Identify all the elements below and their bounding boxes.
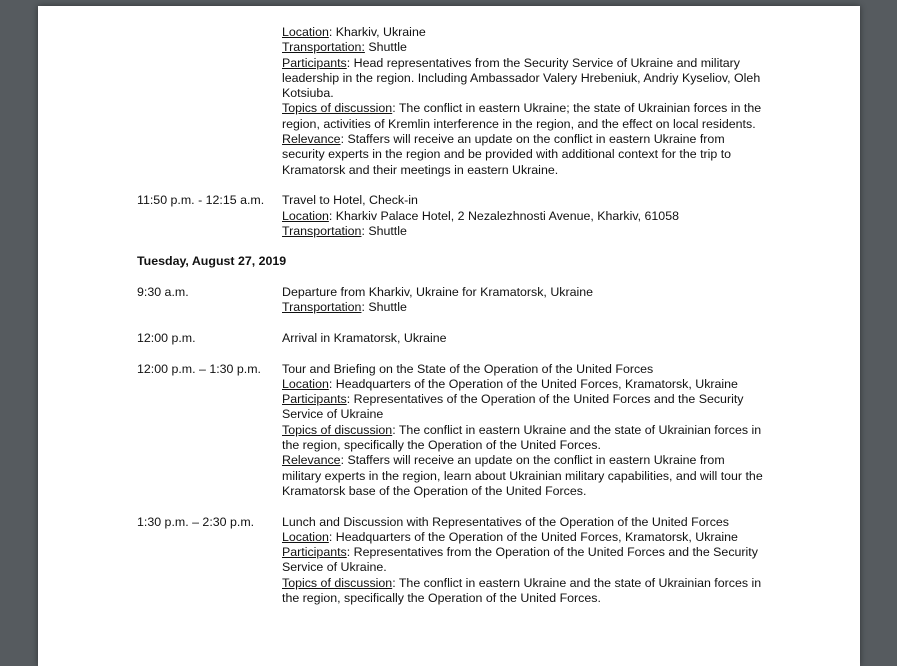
relevance-value: : Staffers will receive an update on the conflict in eastern Ukraine from security experts in the region and be provided with additional context for the trip to Kramatorsk and their meetings in eastern Ukraine. <box>282 132 732 177</box>
event-title: Travel to Hotel, Check-in <box>282 193 418 208</box>
topics-value: : The conflict in eastern Ukraine and the state of Ukrainian forces in the region, specifically the Operation of the United Forces. <box>282 422 762 453</box>
event-title: Arrival in Kramatorsk, Ukraine <box>282 330 447 345</box>
participants-value: : Representatives from the Operation of the United Forces and the Security Service of Ukraine. <box>282 545 758 575</box>
document-page <box>38 6 860 666</box>
event-title: Tour and Briefing on the State of the Operation of the United Forces <box>282 361 654 376</box>
event-hotel-checkin <box>137 193 860 239</box>
topics-label: Topics of discussion <box>282 101 393 116</box>
transportation-value: Shuttle <box>364 40 407 55</box>
location-label: Location <box>282 376 329 391</box>
relevance-label: Relevance <box>282 453 341 468</box>
participants-value: : Representatives of the Operation of the United Forces and the Security Service of Ukraine <box>282 392 744 422</box>
event-title: Lunch and Discussion with Representatives of the Operation of the United Forces <box>282 514 729 529</box>
location-label: Location <box>282 25 329 39</box>
location-value: : Headquarters of the Operation of the United Forces, Kramatorsk, Ukraine <box>328 529 738 544</box>
event-time: 1:30 p.m. – 2:30 p.m. <box>137 514 255 529</box>
event-details <box>282 193 764 239</box>
event-time: 12:00 p.m. <box>137 330 196 345</box>
relevance-label: Relevance <box>282 132 341 147</box>
topics-line <box>282 101 764 132</box>
event-time: 9:30 a.m. <box>137 285 189 300</box>
location-line <box>282 377 764 392</box>
event-title: Departure from Kharkiv, Ukraine for Kramatorsk, Ukraine <box>282 285 594 300</box>
location-label: Location <box>282 208 329 223</box>
location-value: : Headquarters of the Operation of the United Forces, Kramatorsk, Ukraine <box>328 376 738 391</box>
participants-line <box>282 545 764 576</box>
participants-label: Participants <box>282 545 347 560</box>
location-line <box>282 25 764 40</box>
event-tour-briefing <box>137 362 860 500</box>
event-details <box>282 362 764 500</box>
day-heading: Tuesday, August 27, 2019 <box>137 254 287 269</box>
relevance-line <box>282 132 764 178</box>
relevance-line <box>282 453 764 499</box>
topics-value: : The conflict in eastern Ukraine; the state of Ukrainian forces in the region, activities of Kremlin interference in the region, and the effect on local residents. <box>282 101 762 131</box>
event-time: 11:50 p.m. - 12:15 a.m. <box>137 193 265 208</box>
transportation-line <box>282 224 764 239</box>
participants-label: Participants <box>282 392 347 407</box>
transportation-value: : Shuttle <box>361 223 407 238</box>
participants-value: : Head representatives from the Security Service of Ukraine and military leadership in the region. Including Ambassador Valery Hrebeniuk, Andriy Kyseliov, Oleh Kotsiuba. <box>282 55 761 101</box>
itinerary <box>137 25 860 606</box>
participants-label: Participants <box>282 55 347 70</box>
transportation-label: Transportation <box>282 300 362 315</box>
transportation-line <box>282 300 764 315</box>
event-arrival <box>137 331 860 346</box>
transportation-line: Transportation: Shuttle <box>282 40 407 55</box>
relevance-value: : Staffers will receive an update on the conflict in eastern Ukraine from military experts in the region, learn about Ukrainian military capabilities, and will tour the Kramatorsk base of the Operation of the United Forces. <box>282 453 763 498</box>
topics-value: : The conflict in eastern Ukraine and the state of Ukrainian forces in the region, specifically the Operation of the United Forces. <box>282 575 762 605</box>
location-label: Location <box>282 529 329 544</box>
event-details <box>282 515 764 607</box>
transportation-value: : Shuttle <box>361 300 407 315</box>
transportation-label: Transportation <box>282 40 362 55</box>
event-briefing-kharkiv <box>137 25 860 178</box>
topics-label: Topics of discussion <box>282 422 393 437</box>
location-value: : Kharkiv, Ukraine <box>328 25 426 39</box>
event-details <box>282 285 764 316</box>
participants-line <box>282 392 764 423</box>
location-value: : Kharkiv Palace Hotel, 2 Nezalezhnosti Avenue, Kharkiv, 61058 <box>328 208 679 223</box>
topics-line <box>282 423 764 454</box>
event-time <box>137 25 282 178</box>
event-departure <box>137 285 860 316</box>
location-line <box>282 209 764 224</box>
event-details <box>282 25 764 178</box>
event-time: 12:00 p.m. – 1:30 p.m. <box>137 361 261 376</box>
topics-line <box>282 576 764 607</box>
topics-label: Topics of discussion <box>282 575 393 590</box>
location-line <box>282 530 764 545</box>
event-details <box>282 331 764 346</box>
participants-line <box>282 56 764 102</box>
event-lunch-discussion <box>137 515 860 607</box>
transportation-label: Transportation <box>282 223 362 238</box>
